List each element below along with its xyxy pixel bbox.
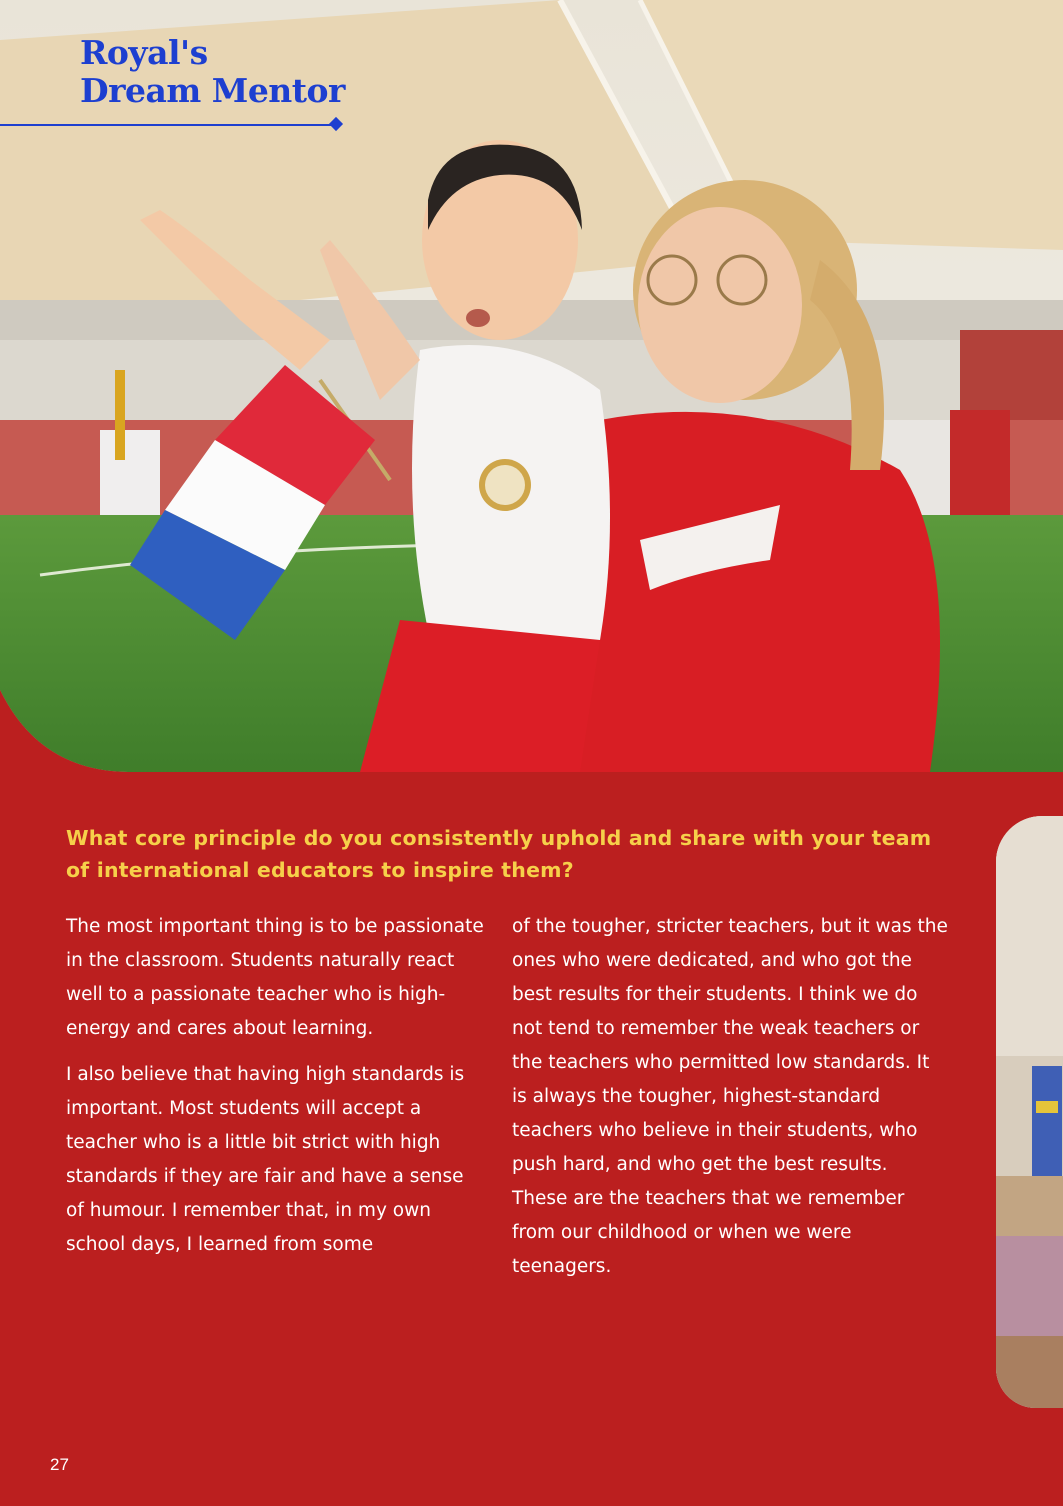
answer-paragraph: of the tougher, stricter teachers, but it was the ones who were dedicated, and who got the best results for their students. I think we do not tend to remember the weak teachers or the teachers who permitted low standards. It is always the tougher, highest-standard teachers who believe in their students, who push hard, and who get the best results. These are the teachers that we remember from our childhood or when we were teenagers.	[512, 916, 948, 1277]
side-photo-illustration	[996, 816, 1063, 1408]
brand-underline	[0, 124, 336, 126]
side-photo	[996, 816, 1063, 1408]
answer-paragraph: I also believe that having high standards is important. Most students will accept a teacher who is a little bit strict with high standards if they are fair and have a sense of humour. I remember that, in my own school days, I learned from some	[66, 1064, 465, 1255]
page-number: 27	[50, 1455, 69, 1474]
article-section	[0, 772, 1063, 1506]
brand-line-2: Dream Mentor	[80, 71, 345, 110]
answer-column-left	[66, 910, 486, 1274]
brand-line-1: Royal's	[80, 33, 208, 72]
answer-column-right	[512, 910, 948, 1296]
interview-question: What core principle do you consistently uphold and share with your team of international educators to inspire them?	[66, 826, 932, 882]
brand-title	[80, 34, 345, 110]
answer-paragraph: The most important thing is to be passionate in the classroom. Students naturally react well to a passionate teacher who is high-energy and cares about learning.	[66, 916, 484, 1039]
